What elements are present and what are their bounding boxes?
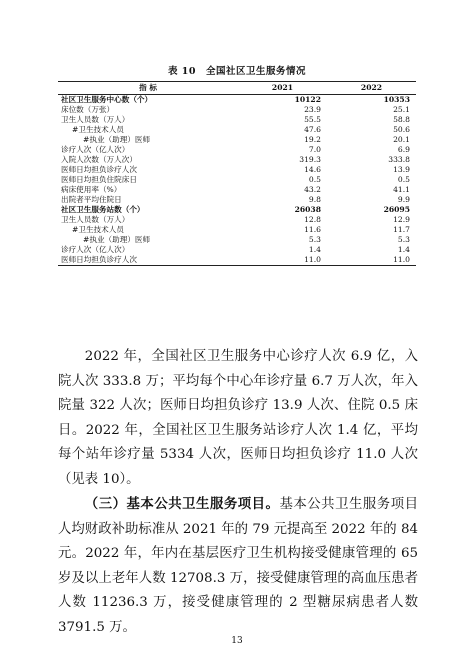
row-value-2021: 9.8	[308, 195, 321, 205]
row-value-2021: 11.6	[304, 225, 321, 235]
row-value-2022: 25.1	[393, 105, 410, 115]
row-label: 卫生人员数（万人）	[61, 115, 130, 125]
row-value-2022: 5.3	[397, 235, 410, 245]
header-2022: 2022	[327, 82, 416, 95]
table-row	[58, 145, 416, 155]
row-label: #卫生技术人员	[72, 225, 124, 235]
table-row	[58, 135, 416, 145]
table-row	[58, 205, 416, 215]
row-label: 诊疗人次（亿人次）	[61, 145, 130, 155]
row-value-2022: 58.8	[393, 115, 410, 125]
table-row	[58, 195, 416, 205]
row-value-2022: 9.9	[397, 195, 410, 205]
table-row	[58, 95, 416, 106]
row-value-2021: 11.0	[238, 255, 327, 266]
table-row	[58, 165, 416, 175]
paragraph-public-health	[58, 492, 418, 640]
page-number: 13	[231, 636, 243, 646]
table-row	[58, 175, 416, 185]
row-value-2021: 47.6	[304, 125, 321, 135]
row-value-2022: 26095	[383, 205, 410, 215]
table-number: 表 10	[167, 66, 196, 77]
row-value-2022: 1.4	[397, 245, 410, 255]
table-row	[58, 185, 416, 195]
table-title: 全国社区卫生服务情况	[206, 66, 307, 77]
header-indicator: 指 标	[58, 82, 238, 95]
row-value-2021: 7.0	[308, 145, 321, 155]
row-label: #执业（助理）医师	[83, 135, 151, 145]
table-row	[58, 125, 416, 135]
row-label: 社区卫生服务中心数（个）	[61, 95, 153, 105]
row-label: #卫生技术人员	[72, 125, 124, 135]
community-health-table	[58, 81, 416, 266]
table-row	[58, 155, 416, 165]
row-value-2022: 11.7	[393, 225, 410, 235]
table-row	[58, 115, 416, 125]
row-label: 入院人次数（万人次）	[61, 155, 137, 165]
table-row	[58, 245, 416, 255]
row-value-2022: 333.8	[388, 155, 410, 165]
table-header-row	[58, 82, 416, 95]
row-label: #执业（助理）医师	[83, 235, 151, 245]
row-value-2022: 0.5	[397, 175, 410, 185]
row-value-2021: 10122	[294, 95, 321, 105]
row-value-2022: 41.1	[393, 185, 410, 195]
row-value-2022: 10353	[383, 95, 410, 105]
row-value-2021: 1.4	[308, 245, 321, 255]
row-label: 出院者平均住院日	[61, 195, 122, 205]
table-row	[58, 215, 416, 225]
row-value-2021: 19.2	[304, 135, 321, 145]
row-label: 病床使用率（%）	[61, 185, 122, 195]
table-caption	[0, 63, 474, 77]
table-row	[58, 235, 416, 245]
row-value-2021: 5.3	[308, 235, 321, 245]
row-value-2021: 23.9	[304, 105, 321, 115]
row-value-2021: 319.3	[299, 155, 321, 165]
section-heading: （三）基本公共卫生服务项目。	[84, 496, 280, 512]
row-value-2021: 14.6	[304, 165, 321, 175]
header-2021: 2021	[238, 82, 327, 95]
paragraph-community-services: 2022 年，全国社区卫生服务中心诊疗人次 6.9 亿，入院人次 333.8 万；平均每个中心年诊疗量 6.7 万人次，年入院量 322 人次；医师日均担负诊疗 13.9 人次、住院 0.5 床日。2022 年，全国社区卫生服务站诊疗人次 1.4 亿，平均每个站年诊疗量 5334 人次，医师日均担负诊疗 11.0 人次（见表 10）。	[58, 349, 418, 487]
row-value-2021: 26038	[294, 205, 321, 215]
table-row	[58, 255, 416, 266]
row-label: 卫生人员数（万人）	[61, 215, 130, 225]
row-label: 医师日均担负诊疗人次	[58, 255, 238, 266]
row-label: 医师日均担负诊疗人次	[61, 165, 137, 175]
row-value-2021: 55.5	[304, 115, 321, 125]
row-value-2022: 13.9	[393, 165, 410, 175]
row-label: 医师日均担负住院床日	[61, 175, 137, 185]
row-value-2021: 43.2	[304, 185, 321, 195]
row-value-2022: 50.6	[393, 125, 410, 135]
row-label: 床位数（万张）	[61, 105, 115, 115]
row-value-2022: 20.1	[393, 135, 410, 145]
row-label: 社区卫生服务站数（个）	[61, 205, 145, 215]
body-text	[58, 345, 418, 640]
row-value-2022: 12.9	[393, 215, 410, 225]
row-value-2021: 0.5	[308, 175, 321, 185]
row-value-2022: 11.0	[327, 255, 416, 266]
row-value-2021: 12.8	[304, 215, 321, 225]
table-row	[58, 105, 416, 115]
table-row	[58, 225, 416, 235]
row-label: 诊疗人次（亿人次）	[61, 245, 130, 255]
paragraph-body: 基本公共卫生服务项目人均财政补助标准从 2021 年的 79 元提高至 2022 年的 84 元。2022 年，年内在基层医疗卫生机构接受健康管理的 65 岁及以上老年人数 12708.3 万，接受健康管理的高血压患者人数 11236.3 万，接受健康管理的 2 型糖尿病患者人数 3791.5 万。	[58, 497, 419, 635]
row-value-2022: 6.9	[397, 145, 410, 155]
